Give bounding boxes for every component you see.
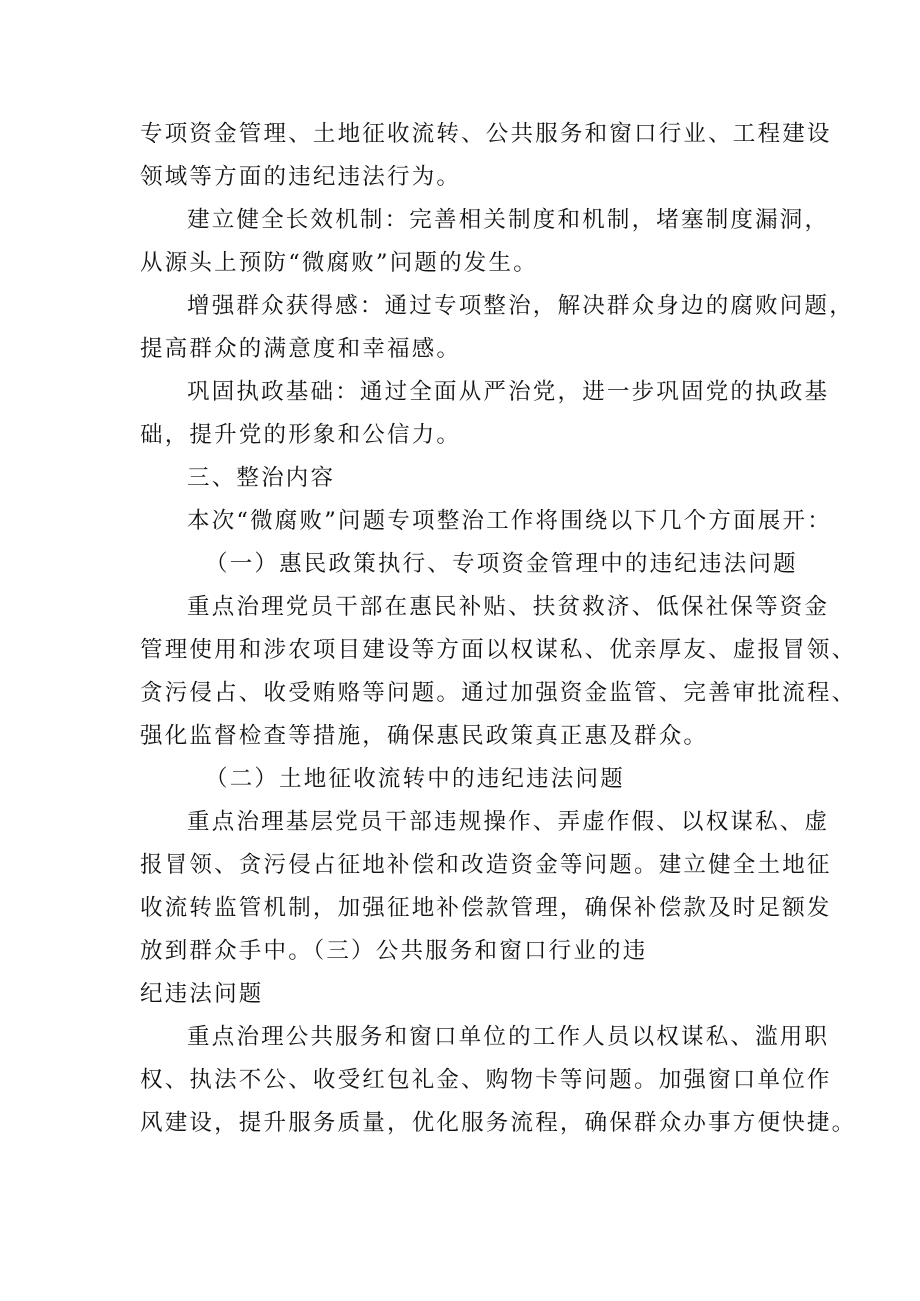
paragraph-line: 提高群众的满意度和幸福感。 xyxy=(140,336,462,362)
paragraph-line: 收流转监管机制，加强征地补偿款管理，确保补偿款及时足额发 xyxy=(140,895,832,921)
paragraph-line: 本次“微腐败”问题专项整治工作将围绕以下几个方面展开： xyxy=(187,508,832,534)
paragraph-line: 重点治理公共服务和窗口单位的工作人员以权谋私、滥用职 xyxy=(187,1024,830,1050)
paragraph-line: 建立健全长效机制：完善相关制度和机制，堵塞制度漏洞， xyxy=(187,207,830,233)
paragraph-line: 从源头上预防“微腐败”问题的发生。 xyxy=(140,250,538,276)
paragraph-line: 重点治理基层党员干部违规操作、弄虚作假、以权谋私、虚 xyxy=(187,809,830,835)
paragraph-line: 贪污侵占、收受贿赂等问题。通过加强资金监管、完善审批流程、 xyxy=(140,680,857,706)
subsection-heading: （二）土地征收流转中的违纪违法问题 xyxy=(205,766,625,792)
section-heading: 三、整治内容 xyxy=(187,465,336,491)
paragraph-line: 风建设，提升服务质量，优化服务流程，确保群众办事方便快捷。 xyxy=(140,1110,857,1136)
paragraph-line: 巩固执政基础：通过全面从严治党，进一步巩固党的执政基 xyxy=(187,379,830,405)
subsection-heading: （一）惠民政策执行、专项资金管理中的违纪违法问题 xyxy=(205,551,798,577)
paragraph-line: 重点治理党员干部在惠民补贴、扶贫救济、低保社保等资金 xyxy=(187,594,830,620)
paragraph-line: 权、执法不公、收受红包礼金、购物卡等问题。加强窗口单位作 xyxy=(140,1067,832,1093)
paragraph-line: 管理使用和涉农项目建设等方面以权谋私、优亲厚友、虚报冒领、 xyxy=(140,637,857,663)
paragraph-line: 专项资金管理、土地征收流转、公共服务和窗口行业、工程建设 xyxy=(140,121,832,147)
subsection-heading: 纪违法问题 xyxy=(140,981,264,1007)
paragraph-line: 础，提升党的形象和公信力。 xyxy=(140,422,462,448)
paragraph-line: 放到群众手中。（三）公共服务和窗口行业的违 xyxy=(140,938,648,964)
paragraph-line: 领域等方面的违纪违法行为。 xyxy=(140,164,462,190)
paragraph-line: 增强群众获得感：通过专项整治，解决群众身边的腐败问题， xyxy=(187,293,854,319)
paragraph-line: 强化监督检查等措施，确保惠民政策真正惠及群众。 xyxy=(140,723,709,749)
paragraph-line: 报冒领、贪污侵占征地补偿和改造资金等问题。建立健全土地征 xyxy=(140,852,832,878)
